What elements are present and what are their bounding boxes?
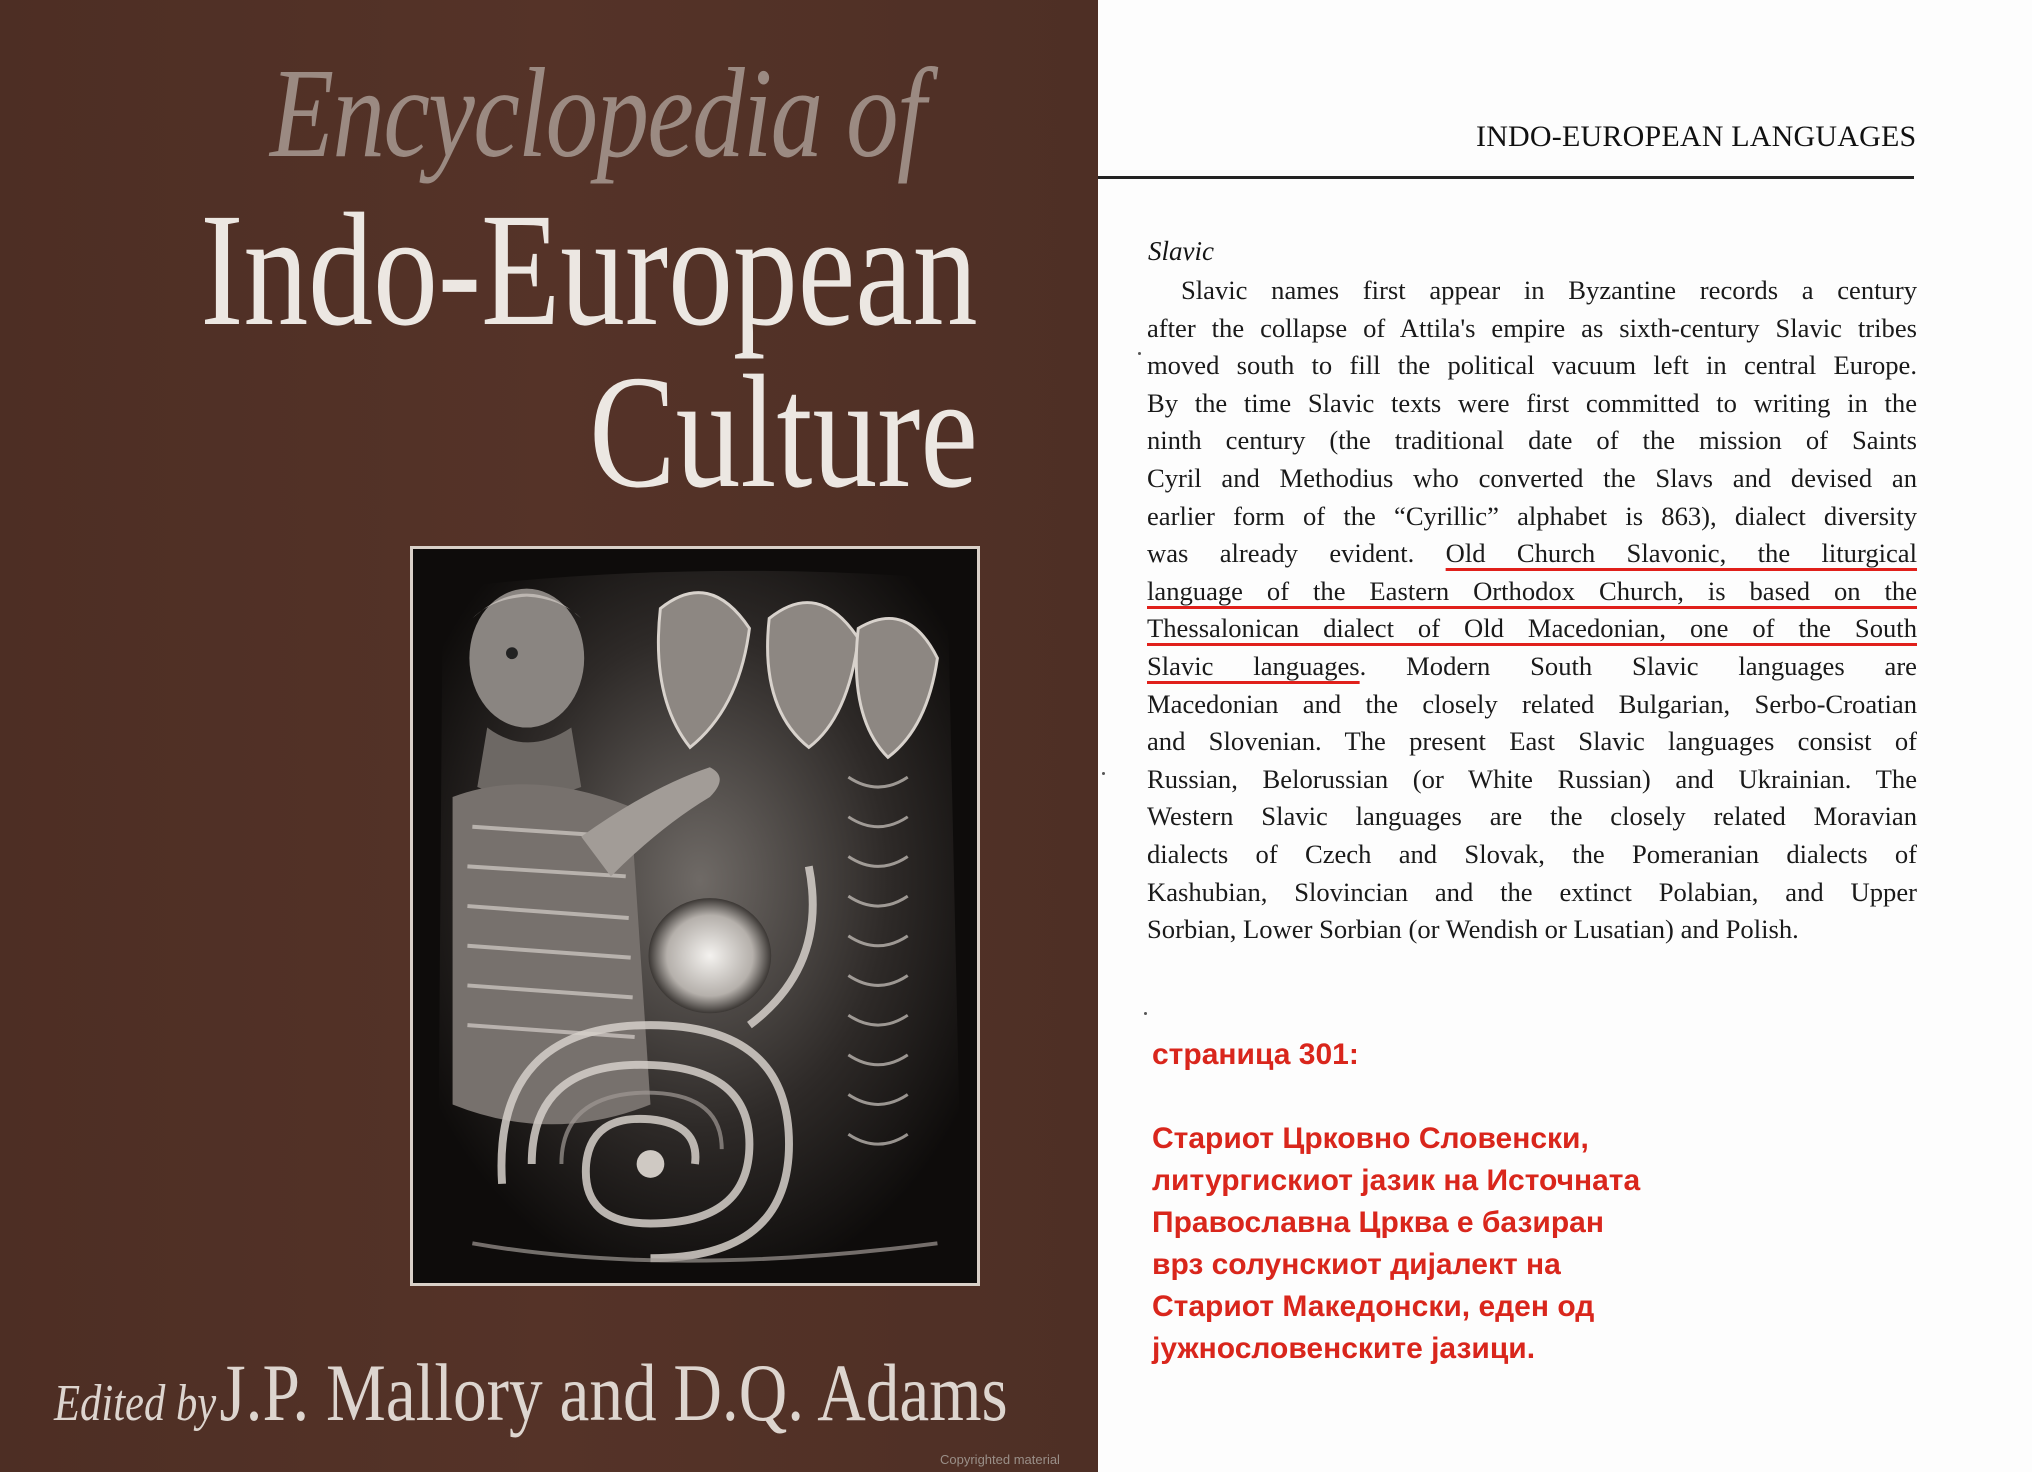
cover-artwork [410,546,980,1286]
text-line: moved south to fill the political vacuum left in central Europe. [1147,350,1917,381]
text-line: after the collapse of Attila's empire as sixth-century Slavic tribes [1147,312,1917,343]
cover-title-small: Encyclopedia of [270,42,925,184]
text-line: and Slovenian. The present East Slavic languages consist of [1147,726,1917,757]
text-segment: . Modern South Slavic languages are [1359,650,1917,681]
underlined-quote: Thessalonican dialect of Old Macedonian, one of the South [1147,613,1917,644]
book-page [1098,0,2032,1472]
translation-line: Стариот Црковно Словенски, [1152,1122,1589,1155]
translation-line: Стариот Македонски, еден од [1152,1290,1595,1323]
text-segment: was already evident. [1147,538,1446,569]
text-line: earlier form of the “Cyrillic” alphabet is 863), dialect diversity [1147,500,1917,531]
translation-line: јужнословенските јазици. [1152,1332,1536,1365]
underlined-quote: Slavic languages [1147,650,1360,681]
text-line [1147,648,1917,686]
running-header: INDO-EUROPEAN LANGUAGES [1476,120,1917,153]
text-line [1147,535,1917,573]
relief-illustration [413,549,977,1283]
section-title: Slavic [1148,236,1214,266]
editors-names: J.P. Mallory and D.Q. Adams [219,1347,1008,1438]
scan-speck [1102,772,1105,775]
translation-line: врз солунскиот дијалект на [1152,1248,1561,1281]
text-line: Kashubian, Slovincian and the extinct Polabian, and Upper [1147,876,1917,907]
editors-prefix: Edited by [54,1375,217,1432]
translation-page-label: страница 301: [1152,1038,1359,1071]
cover-title-line1: Indo-European [200,181,978,360]
text-line: ninth century (the traditional date of the mission of Saints [1147,425,1917,456]
macedonian-translation [1152,1034,1640,1370]
underlined-quote: Old Church Slavonic, the liturgical [1445,538,1918,569]
text-line: Slavic names first appear in Byzantine records a century [1181,275,1917,305]
text-line [1147,573,1917,611]
text-line: By the time Slavic texts were first committed to writing in the [1147,387,1917,418]
copyright-watermark: Copyrighted material [940,1452,1060,1467]
translation-line: Православна Црква е базиран [1152,1206,1604,1239]
text-line: dialects of Czech and Slovak, the Pomeranian dialects of [1147,838,1917,869]
translation-spacer [1152,1076,1640,1118]
text-line: Macedonian and the closely related Bulgarian, Serbo-Croatian [1147,688,1917,719]
scan-speck [1138,352,1141,355]
body-paragraph [1147,272,1917,949]
scan-speck [1144,1012,1147,1015]
text-line: Russian, Belorussian (or White Russian) and Ukrainian. The [1147,763,1917,794]
cover-editors [54,1346,1008,1440]
text-line: Sorbian, Lower Sorbian (or Wendish or Lusatian) and Polish. [1147,914,1799,945]
text-line: Western Slavic languages are the closely related Moravian [1147,801,1917,832]
cover-title-line2: Culture [589,343,978,522]
translation-line: литургискиот јазик на Источната [1152,1164,1641,1197]
underlined-quote: language of the Eastern Orthodox Church, is based on the [1147,575,1917,606]
header-rule [1098,176,1914,179]
text-line: Cyril and Methodius who converted the Slavs and devised an [1147,462,1917,493]
text-line [1147,610,1917,648]
